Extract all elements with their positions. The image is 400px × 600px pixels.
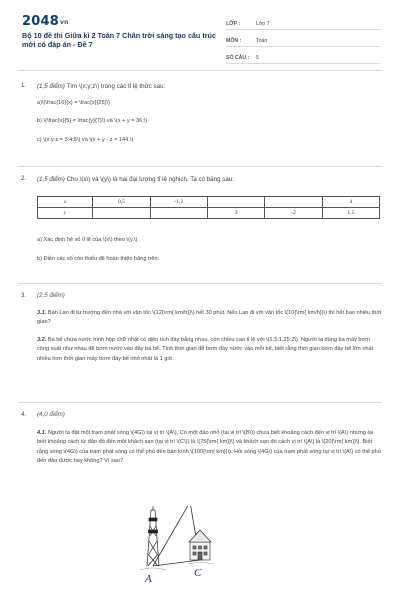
- table-cell: [93, 208, 150, 219]
- tower-island-figure: [120, 506, 230, 600]
- meta-value: 5: [256, 55, 259, 61]
- table-cell: [208, 197, 265, 208]
- part-label: 3.2.: [37, 337, 47, 343]
- question-text: Tìm \(x;y;z\) trong các tỉ lệ thức sau:: [66, 83, 166, 90]
- question-score: (1,5 điểm): [37, 176, 65, 183]
- table-row-x: [38, 197, 380, 208]
- table-cell: [150, 208, 207, 219]
- question-part: [37, 309, 382, 328]
- values-table: [37, 196, 380, 219]
- site-logo[interactable]: [22, 14, 69, 29]
- meta-value: Lớp 7: [256, 21, 270, 27]
- point-label-c: C: [194, 567, 202, 579]
- logo-text: 2048: [22, 14, 59, 29]
- table-cell: x: [38, 197, 93, 208]
- question-number: 1.: [21, 82, 27, 89]
- question-prompt: [37, 82, 382, 91]
- meta-row-class: [226, 14, 380, 30]
- table-cell: [265, 197, 322, 208]
- table-cell: -1,2: [150, 197, 207, 208]
- question-item: c) \(x:y:z = 3:4:5\) và \(x + y - z = 144.\): [37, 137, 134, 143]
- meta-label: LỚP :: [226, 21, 241, 27]
- page-header: [0, 0, 400, 66]
- meta-label: MÔN :: [226, 38, 242, 44]
- divider: [18, 283, 382, 284]
- divider: [18, 70, 382, 71]
- meta-label: SỐ CÂU :: [226, 55, 250, 61]
- question-number: 2.: [21, 175, 27, 182]
- meta-value: Toán: [256, 38, 268, 44]
- ground-line: [140, 568, 166, 570]
- part-text: Ba bể chứa nước hình hộp chữ nhật có diện tích đáy bằng nhau, còn chiều cao tỉ lệ với \(1,5:1,25:2\). Người ta dùng ba máy bơm công suất như nhau để bơm nước vào đầy ba bể. Tính thời gian để bơm đầy nước vào mỗi bể, biết rằng thời gian bơm đầy bể lớn nhất nhiều hơn thời gian máy bơm đầy bể nhỏ nhất là 1 giờ.: [37, 337, 374, 362]
- question-number: 3.: [21, 292, 27, 299]
- question-item: b) Điền các số còn thiếu để hoàn thiện bảng trên.: [37, 256, 160, 262]
- question-item: a) Xác định hệ số tỉ lệ của \(x\) theo \(y.\): [37, 237, 138, 243]
- question-score: (4,0 điểm): [37, 411, 65, 418]
- point-label-a: A: [145, 573, 152, 585]
- table-cell: -2: [265, 208, 322, 219]
- question-text: Cho \(x\) và \(y\) là hai đại lượng tỉ lệ nghịch. Ta có bảng sau:: [66, 176, 234, 183]
- part-label: 4.1.: [37, 430, 47, 436]
- hotel-building-icon: [189, 530, 211, 560]
- table-cell: 0,5: [93, 197, 150, 208]
- question-part: [37, 336, 382, 364]
- question-part: [37, 429, 382, 467]
- table-cell: 1,5: [322, 208, 379, 219]
- meta-row-count: [226, 48, 380, 64]
- table-row-y: [38, 208, 380, 219]
- table-cell: 4: [322, 197, 379, 208]
- question-score: (2,5 điểm): [37, 292, 65, 299]
- divider: [18, 166, 382, 167]
- question-item: a)\(\frac{16}{x} = \frac{x}{25}\): [37, 100, 110, 106]
- question-number: 4.: [21, 411, 27, 418]
- divider: [18, 402, 382, 403]
- table-cell: 3: [208, 208, 265, 219]
- meta-row-subject: [226, 31, 380, 47]
- ground-line: [188, 563, 214, 565]
- part-text: Bạn Lan đi từ trường đến nhà với vận tốc \(12{\rm{ km/h}}\) hết 30 phút. Nếu Lan đi với vận tốc \(10{\rm{ km/h}}\) thì hết bao nhiêu thời gian?: [37, 310, 382, 326]
- document-title: Bộ 10 đề thi Giữa kì 2 Toán 7 Chân trời sáng tạo cấu trúc mới có đáp án - Đề 7: [22, 31, 216, 49]
- question-score: (1,5 điểm): [37, 83, 65, 90]
- question-item: b) \(\frac{x}{5} = \frac{y}{7}\) và \(x + y = 36;\): [37, 118, 148, 124]
- question-prompt: [37, 175, 382, 184]
- antenna-tower-icon: [147, 506, 159, 566]
- part-text: Người ta đặt một trạm phát sóng \(4G\) tại vị trí \(A\). Có một đảo nhỏ (tại vị trí \(B\)) chưa biết khoảng cách đến vị trí \(A\) nhưng lại biết khoảng cách từ đảo đó đến một khách sạn (tại vị trí \(C\)) là \(75{\rm{ km}}\) và khách sạn đó cách vị trí \(A\) là \(20{\rm{ km}}\). Biết rằng sóng \(4G\) của trạm phát sóng có thể phủ đến bán kính \(100{\rm{ km}}\). Hỏi sóng \(4G\) của trạm phát sóng tại vị trí \(A\) có thể phủ đến đảo được hay không? Vì sao?: [37, 430, 381, 465]
- table-cell: y: [38, 208, 93, 219]
- part-label: 3.1.: [37, 310, 47, 316]
- logo-suffix: vn: [59, 19, 69, 26]
- document-meta: [226, 14, 380, 65]
